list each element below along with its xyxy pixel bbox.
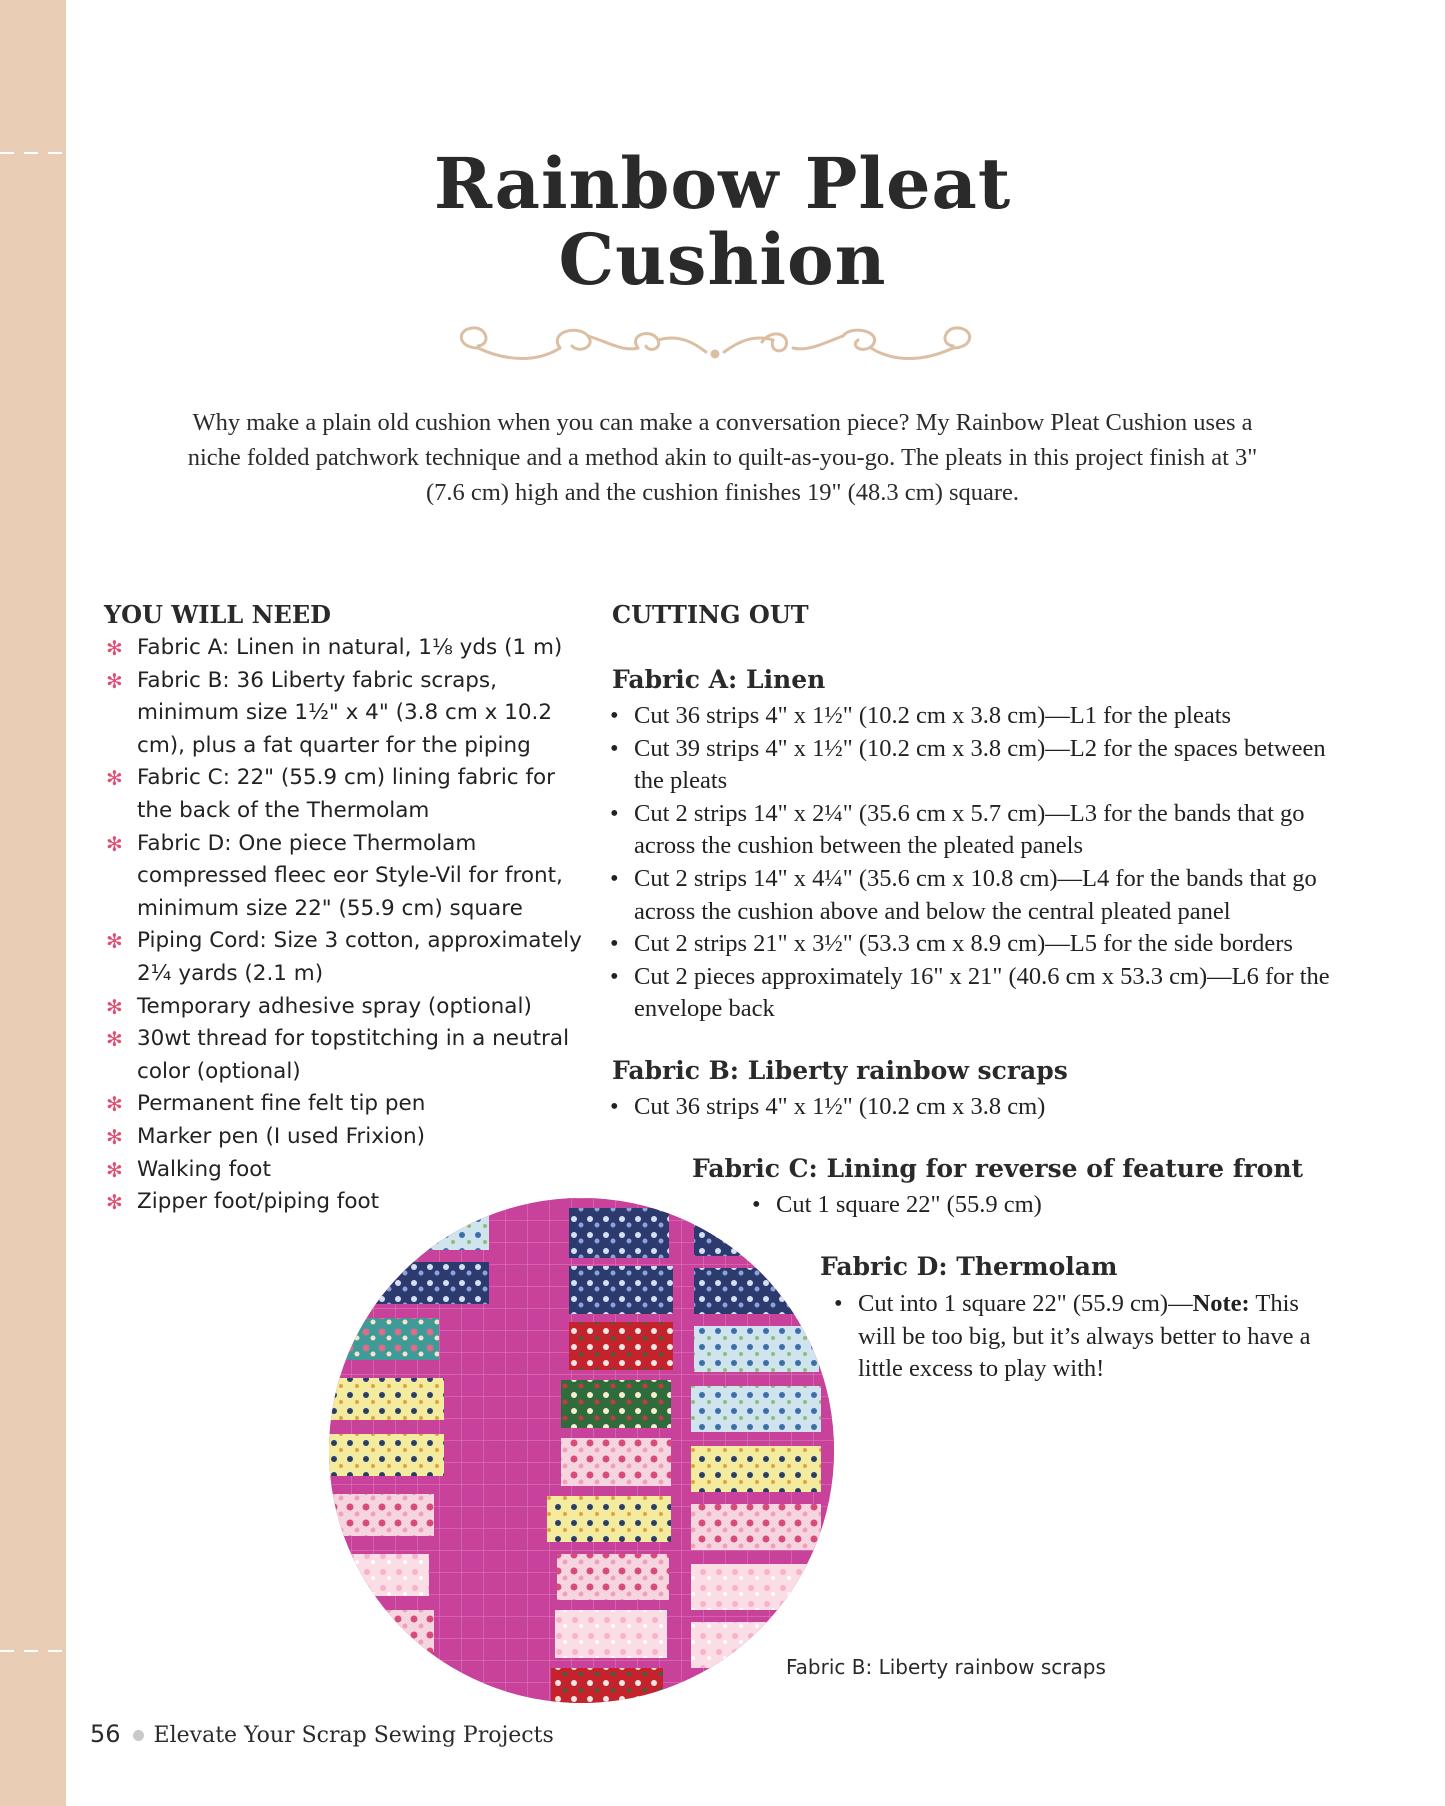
list-item: • Cut 2 pieces approximately 16" x 21" (40.6 cm x 53.3 cm)—L6 for the envelope back [608, 961, 1343, 1026]
list-item: • Cut 1 square 22" (55.9 cm) [750, 1189, 1310, 1222]
list-item: ✻ 30wt thread for topstitching in a neutral color (optional) [104, 1023, 594, 1088]
fabric-c-cut-list [750, 1189, 1310, 1222]
list-item: ✻ Fabric C: 22" (55.9 cm) lining fabric for the back of the Thermolam [104, 762, 594, 827]
note-label: Note: [1192, 1290, 1250, 1317]
intro-paragraph: Why make a plain old cushion when you can make a conversation piece? My Rainbow Pleat Cushion uses a niche folded patchwork technique and a method akin to quilt-as-you-go. The pleats in this project finish at 3" (7.6 cm) high and the cushion finishes 19" (48.3 cm) square. [187, 409, 1258, 506]
fabric-b-heading: Fabric B: Liberty rainbow scraps [612, 1056, 1068, 1085]
page-footer [90, 1720, 554, 1749]
photo-caption: Fabric B: Liberty rainbow scraps [786, 1655, 1106, 1679]
asterisk-bullet-icon: ✻ [106, 1027, 123, 1052]
materials-list [104, 632, 594, 1219]
asterisk-bullet-icon: ✻ [106, 766, 123, 791]
asterisk-bullet-icon: ✻ [106, 636, 123, 660]
list-item: ✻ Marker pen (I used Frixion) [104, 1121, 594, 1154]
fabric-a-cut-list [608, 700, 1343, 1026]
margin-dash-bottom [0, 1650, 66, 1652]
footer-dot-icon [133, 1730, 144, 1741]
list-item: ✻ Walking foot [104, 1154, 594, 1187]
you-will-need-heading: YOU WILL NEED [104, 600, 331, 629]
decorative-flourish-icon [448, 322, 983, 374]
fabric-d-cut-list [832, 1288, 1332, 1386]
list-item: • Cut 36 strips 4" x 1½" (10.2 cm x 3.8 cm) [608, 1091, 1343, 1124]
list-item: • Cut 2 strips 14" x 2¼" (35.6 cm x 5.7 cm)—L3 for the bands that go across the cushion between the pleated panels [608, 798, 1343, 863]
page-title-line-2: Cushion [558, 218, 887, 301]
list-item: • Cut 39 strips 4" x 1½" (10.2 cm x 3.8 cm)—L2 for the spaces between the pleats [608, 733, 1343, 798]
list-item: • Cut 2 strips 14" x 4¼" (35.6 cm x 10.8 cm)—L4 for the bands that go across the cushion above and below the central pleated panel [608, 863, 1343, 928]
book-title: Elevate Your Scrap Sewing Projects [153, 1723, 554, 1748]
asterisk-bullet-icon: ✻ [106, 1124, 123, 1149]
list-item: • Cut into 1 square 22" (55.9 cm)—Note: This will be too big, but it’s always better to have a little excess to play with! [832, 1288, 1332, 1386]
list-item: ✻ Temporary adhesive spray (optional) [104, 991, 594, 1024]
list-item: ✻ Fabric B: 36 Liberty fabric scraps, minimum size 1½" x 4" (3.8 cm x 10.2 cm), plus a fat quarter for the piping [104, 665, 594, 763]
cutting-out-heading: CUTTING OUT [612, 600, 809, 629]
fabric-d-heading: Fabric D: Thermolam [820, 1252, 1118, 1281]
asterisk-bullet-icon: ✻ [106, 994, 123, 1019]
fabric-a-heading: Fabric A: Linen [612, 665, 826, 694]
asterisk-bullet-icon: ✻ [106, 1157, 123, 1182]
list-item: • Cut 2 strips 21" x 3½" (53.3 cm x 8.9 cm)—L5 for the side borders [608, 928, 1343, 961]
fabric-c-heading: Fabric C: Lining for reverse of feature front [692, 1154, 1304, 1183]
cutting-mat-with-scraps-image [329, 1198, 834, 1703]
asterisk-bullet-icon: ✻ [106, 1092, 123, 1117]
page-title-line-1: Rainbow Pleat [433, 142, 1012, 225]
list-item: ✻ Fabric A: Linen in natural, 1⅛ yds (1 m) [104, 632, 594, 665]
list-item: ✻ Fabric D: One piece Thermolam compressed fleec eor Style-Vil for front, minimum size 22" (55.9 cm) square [104, 828, 594, 926]
asterisk-bullet-icon: ✻ [106, 831, 123, 856]
asterisk-bullet-icon: ✻ [106, 668, 123, 693]
asterisk-bullet-icon: ✻ [106, 929, 123, 954]
page-number: 56 [90, 1720, 121, 1748]
fabric-scraps-photo [329, 1198, 834, 1703]
list-item: • Cut 36 strips 4" x 1½" (10.2 cm x 3.8 cm)—L1 for the pleats [608, 700, 1343, 733]
asterisk-bullet-icon: ✻ [106, 1190, 123, 1215]
fabric-b-cut-list [608, 1091, 1343, 1124]
list-item: ✻ Permanent fine felt tip pen [104, 1088, 594, 1121]
list-item: ✻ Piping Cord: Size 3 cotton, approximately 2¼ yards (2.1 m) [104, 925, 594, 990]
list-item: ✻ Zipper foot/piping foot [104, 1186, 594, 1219]
